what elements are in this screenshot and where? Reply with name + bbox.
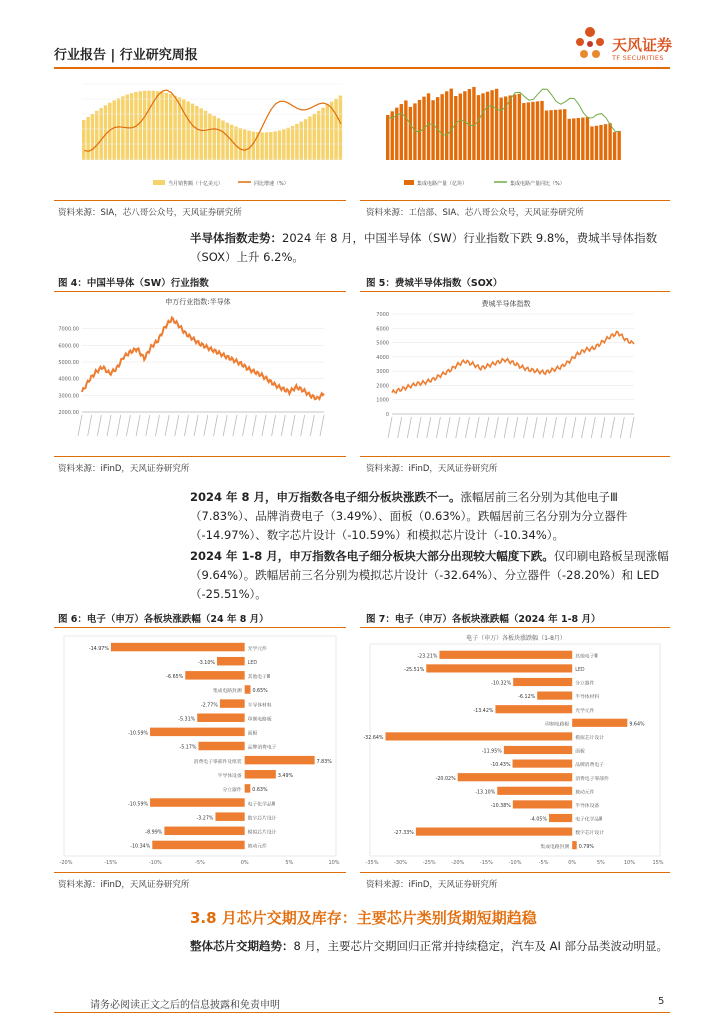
bar-10 — [245, 784, 251, 792]
sales-bar — [156, 91, 159, 160]
bar-12 — [215, 812, 244, 820]
bar-1 — [217, 657, 245, 665]
category-label: 数字芯片设计 — [247, 816, 277, 822]
section-title: 3.8 月芯片交期及库存：主要芯片类别货期短期趋稳 — [190, 909, 537, 927]
report-header-title: 行业报告 | 行业研究周报 — [54, 48, 198, 63]
ic-output-bar — [486, 92, 489, 160]
fig6-bottom-rule — [54, 872, 346, 873]
left-legend-1: 当月销售额（十亿美元） — [168, 181, 224, 187]
fig7-chart — [362, 632, 670, 868]
value-label: -6.65% — [166, 675, 184, 681]
ic-output-bar — [440, 94, 443, 160]
top-right-rule — [360, 200, 670, 201]
category-label: 面板 — [575, 749, 585, 755]
value-label: -14.97% — [88, 646, 109, 652]
x-tick-label: 15% — [652, 860, 664, 866]
sales-bar — [99, 108, 102, 160]
ic-output-bar — [459, 94, 462, 160]
category-label: 被动元件 — [247, 844, 267, 850]
sales-bar — [326, 105, 329, 160]
sales-bar — [273, 131, 276, 160]
para2-lead: 2024 年 8 月，申万指数各电子细分板块涨跌不一。 — [190, 490, 461, 504]
top-right-source: 资料来源：工信部、SIA、芯八哥公众号，天风证券研究所 — [366, 208, 584, 218]
logo-subtitle: TF SECURITIES — [612, 54, 664, 62]
sales-bar — [143, 91, 146, 160]
fig6-chart — [58, 632, 346, 868]
category-label: 集成电路封测 — [540, 844, 570, 850]
fig4-top-rule — [54, 291, 346, 292]
category-label: 分立器件 — [222, 788, 242, 794]
ytd-sector-paragraph — [190, 547, 674, 604]
x-tick-label: -20% — [451, 860, 465, 866]
fig4-chart-svg — [58, 294, 338, 452]
sales-bar — [217, 118, 220, 160]
x-tick-label: 10% — [623, 860, 635, 866]
y-tick-label: 1000 — [376, 397, 389, 404]
bar-3 — [537, 692, 572, 700]
bar-8 — [245, 756, 315, 764]
category-label: 印制电路板 — [247, 717, 272, 723]
value-label: -20.02% — [435, 776, 456, 782]
ic-output-bar — [490, 90, 493, 160]
bar-14 — [152, 841, 244, 849]
logo-name: 天风证券 — [612, 36, 673, 54]
bar-10 — [497, 787, 572, 795]
right-legend-1: 集成电路产量（亿块） — [417, 181, 468, 187]
x-tick-label: -30% — [394, 860, 408, 866]
bar-1 — [426, 664, 572, 672]
category-label: 半导体设备 — [575, 803, 600, 809]
category-label: 半导体设备 — [217, 774, 242, 780]
para1-lead: 半导体指数走势： — [190, 231, 282, 245]
category-label: 被动元件 — [575, 790, 595, 796]
ic-output-bar — [418, 100, 421, 160]
fig5-title: 图 5：费城半导体指数（SOX） — [366, 278, 503, 289]
sales-bar — [173, 96, 176, 160]
value-label: -10.32% — [491, 681, 512, 687]
category-label: 光学元件 — [575, 708, 595, 714]
value-label: -13.10% — [475, 790, 496, 796]
ic-output-bar — [409, 107, 412, 160]
ic-output-bar — [554, 110, 557, 160]
ic-output-bar — [522, 103, 525, 160]
value-label: -6.12% — [518, 695, 536, 701]
value-label: -11.95% — [481, 749, 502, 755]
sales-bar — [317, 111, 320, 160]
ic-output-bar — [549, 110, 552, 160]
ic-output-bar — [563, 109, 566, 160]
sales-bar — [304, 119, 307, 160]
sales-bar — [204, 111, 207, 160]
sales-bar — [282, 129, 285, 160]
value-label: -10.59% — [128, 802, 149, 808]
x-tick-label: -25% — [422, 860, 436, 866]
ic-output-bar — [499, 98, 502, 160]
bar-9 — [458, 773, 573, 781]
bar-0 — [439, 651, 572, 659]
fig6-chart-svg — [58, 632, 346, 868]
ic-output-bar — [445, 91, 448, 160]
ic-output-bar — [509, 95, 512, 160]
bar-4 — [220, 699, 245, 707]
para1-text: 2024 年 8 月，中国半导体（SW）行业指数下跌 9.8%，费城半导体指数（SOX）上升 6.2%。 — [190, 231, 658, 264]
sw-semiconductor-index-line — [82, 318, 324, 400]
ic-output-bar — [586, 117, 589, 160]
category-label: 电子化学品Ⅲ — [575, 817, 603, 823]
value-label: -8.99% — [145, 830, 163, 836]
sales-bar — [221, 120, 224, 160]
ic-output-bar — [400, 104, 403, 160]
category-label: 数字芯片设计 — [575, 831, 604, 837]
x-tick-label: 0% — [240, 860, 249, 866]
ic-output-bar — [581, 118, 584, 160]
sales-bar — [130, 93, 133, 160]
category-label: 半导体材料 — [247, 703, 272, 709]
x-tick-label: 10% — [328, 860, 340, 866]
sales-bar — [260, 132, 263, 160]
sales-bar — [334, 99, 337, 160]
category-label: 其他电子Ⅲ — [247, 675, 271, 681]
ic-output-bar — [545, 111, 548, 160]
ic-output-bar — [513, 95, 516, 160]
value-label: 0.65% — [252, 689, 268, 695]
value-label: -2.77% — [200, 703, 218, 709]
y-tick-label: 0 — [385, 412, 389, 418]
x-tick-label: 5% — [285, 860, 294, 866]
x-tick-label: -15% — [479, 860, 493, 866]
ic-output-bar — [463, 91, 466, 160]
ic-output-bar — [595, 126, 598, 160]
sales-bar — [160, 92, 163, 160]
category-label: 模拟芯片设计 — [247, 830, 277, 836]
fig4-source: 资料来源：iFinD，天风证券研究所 — [58, 464, 190, 474]
page-number: 5 — [658, 996, 665, 1007]
para2-text: 涨幅居前三名分别为其他电子Ⅲ（7.83%）、品牌消费电子（3.49%）、面板（0.63%）。跌幅居前三名分别为分立器件（-14.97%）、数字芯片设计（-10.59%）和模拟芯片设计（-10.34%）。 — [190, 490, 628, 542]
fig6-title: 图 6：电子（申万）各板块涨跌幅（24 年 8 月） — [58, 614, 269, 625]
top-left-chart — [58, 72, 350, 190]
sales-bar — [208, 113, 211, 160]
y-tick-label: 7000.00 — [58, 326, 79, 333]
category-label: 光学元件 — [247, 646, 267, 652]
sox-index-line — [392, 332, 634, 394]
footer-disclaimer: 请务必阅读正文之后的信息披露和免责申明 — [90, 1000, 280, 1011]
sales-bar — [169, 94, 172, 160]
value-label: -10.38% — [490, 803, 511, 809]
value-label: -10.34% — [130, 844, 151, 850]
ic-output-bar — [536, 101, 539, 160]
ic-output-bar — [613, 132, 616, 160]
value-label: -3.27% — [196, 816, 214, 822]
fig4-chart — [58, 294, 338, 452]
category-label: 分立器件 — [575, 681, 595, 687]
sales-bar — [199, 108, 202, 160]
ic-output-bar — [590, 126, 593, 160]
para4-lead: 整体芯片交期趋势： — [190, 939, 294, 953]
sales-bar — [243, 130, 246, 160]
category-label: 电子化学品Ⅲ — [247, 802, 275, 808]
ic-output-bar — [518, 94, 521, 160]
sales-bar — [321, 108, 324, 160]
sales-bar — [86, 117, 89, 160]
fig5-top-rule — [360, 291, 670, 292]
value-label: 7.83% — [316, 759, 332, 765]
chip-leadtime-paragraph — [190, 937, 674, 956]
value-label: -27.33% — [393, 831, 414, 837]
y-tick-label: 3000.00 — [58, 393, 79, 400]
left-legend-2: 同比增速（%） — [254, 181, 289, 187]
y-tick-label: 6000.00 — [58, 343, 79, 350]
sales-bar — [139, 91, 142, 160]
x-tick-label: 0% — [568, 860, 577, 866]
x-tick-label: -15% — [104, 860, 118, 866]
x-tick-label: -20% — [59, 860, 73, 866]
fig6-top-rule — [54, 627, 346, 628]
top-left-rule — [54, 200, 346, 201]
ic-output-bar — [568, 119, 571, 160]
bar-5 — [572, 719, 627, 727]
sales-bar — [291, 126, 294, 160]
sales-bar — [213, 116, 216, 160]
fig5-chart-title: 费城半导体指数 — [481, 300, 531, 308]
para4-text: 8 月，主要芯片交期回归正常并持续稳定，汽车及 AI 部分品类波动明显。 — [293, 939, 669, 953]
sales-bar — [147, 91, 150, 160]
category-label: 面板 — [247, 731, 258, 737]
sales-bar — [295, 124, 298, 160]
right-legend-2: 集成电路产量同比（%） — [510, 181, 565, 187]
bar-9 — [245, 770, 276, 778]
sales-bar — [186, 101, 189, 160]
value-label: -3.10% — [197, 660, 215, 666]
fig5-bottom-rule — [360, 456, 670, 457]
bar-14 — [572, 841, 577, 849]
fig7-title: 图 7：电子（申万）各板块涨跌幅（2024 年 1-8 月） — [366, 614, 601, 625]
ic-output-bar — [599, 125, 602, 160]
fig5-chart — [366, 294, 646, 452]
y-tick-label: 5000 — [376, 340, 389, 347]
header-divider — [54, 67, 670, 69]
bar-5 — [197, 713, 244, 721]
category-label: 半导体材料 — [575, 695, 600, 701]
sales-bar — [308, 117, 311, 160]
sales-bar — [313, 114, 316, 160]
category-label: LED — [247, 660, 258, 666]
para3-text: 仅印刷电路板呈现涨幅（9.64%）。跌幅居前三名分别为模拟芯片设计（-32.64%）、分立器件（-28.20%）和 LED（-25.51%）。 — [190, 549, 669, 601]
fig4-title: 图 4：中国半导体（SW）行业指数 — [58, 278, 209, 289]
value-label: -5.31% — [178, 717, 196, 723]
bar-3 — [245, 685, 251, 693]
category-label: 品牌消费电子 — [575, 763, 604, 769]
sales-bar — [234, 126, 237, 160]
bar-4 — [495, 705, 572, 713]
ic-output-bar — [558, 110, 561, 160]
logo — [572, 24, 608, 64]
sales-bar — [165, 93, 168, 160]
sales-bar — [112, 100, 115, 160]
para3-lead: 2024 年 1-8 月，申万指数各电子细分板块大部分出现较大幅度下跌。 — [190, 549, 554, 563]
ic-output-bar — [531, 102, 534, 160]
ic-output-bar — [477, 95, 480, 160]
value-label: 9.64% — [629, 722, 645, 728]
sales-bar — [191, 104, 194, 160]
bar-6 — [385, 732, 572, 740]
ic-output-bar — [427, 93, 430, 160]
sales-chart-svg — [58, 72, 350, 190]
sales-bar — [182, 99, 185, 160]
top-left-source: 资料来源：SIA，芯八哥公众号，天风证券研究所 — [58, 208, 242, 218]
value-label: -32.64% — [363, 735, 384, 741]
category-label: 模拟芯片设计 — [575, 735, 604, 741]
bar-2 — [185, 671, 244, 679]
ic-output-bar — [454, 96, 457, 160]
fig7-chart-svg — [362, 632, 670, 868]
category-label: LED — [575, 667, 585, 673]
fig4-chart-title: 申万行业指数:半导体 — [165, 298, 231, 306]
x-tick-label: -10% — [508, 860, 522, 866]
fig7-chart-title: 电子（申万）各板块涨跌幅（1-8月） — [466, 635, 566, 642]
sales-bar — [226, 123, 229, 160]
value-label: -23.21% — [417, 654, 438, 660]
category-label: 印制电路板 — [545, 722, 570, 728]
august-sector-paragraph — [190, 488, 674, 545]
bar-13 — [164, 827, 244, 835]
sales-bar — [300, 122, 303, 160]
bar-13 — [416, 828, 572, 836]
x-tick-label: -35% — [365, 860, 379, 866]
ic-output-bar — [617, 131, 620, 160]
category-label: 集成电路封测 — [212, 689, 242, 695]
value-label: 0.79% — [578, 844, 594, 850]
x-tick-label: -5% — [538, 860, 549, 866]
sales-bar — [247, 131, 250, 160]
category-label: 其他电子Ⅲ — [575, 654, 598, 660]
value-label: 0.63% — [252, 788, 268, 794]
logo-icon — [572, 24, 608, 64]
x-tick-label: -5% — [195, 860, 205, 866]
ic-output-bar — [495, 89, 498, 160]
ic-output-bar — [472, 87, 475, 160]
fig6-source: 资料来源：iFinD，天风证券研究所 — [58, 880, 190, 890]
sales-bar — [269, 132, 272, 160]
y-tick-label: 7000 — [376, 312, 389, 318]
fig7-top-rule — [360, 627, 670, 628]
y-tick-label: 2000.00 — [58, 410, 79, 416]
bar-6 — [150, 728, 245, 736]
value-label: -13.42% — [473, 708, 494, 714]
fig7-source: 资料来源：iFinD，天风证券研究所 — [366, 880, 498, 890]
fig7-bottom-rule — [360, 872, 670, 873]
y-tick-label: 5000.00 — [58, 360, 79, 366]
value-label: -25.51% — [404, 667, 425, 673]
ic-output-bar — [386, 115, 389, 160]
sales-bar — [278, 130, 281, 160]
bar-12 — [549, 814, 572, 822]
value-label: 3.49% — [277, 774, 294, 780]
sales-bar — [252, 132, 255, 160]
sales-bar — [91, 114, 94, 160]
bar-11 — [150, 798, 245, 806]
y-tick-label: 3000 — [376, 369, 389, 376]
value-label: -5.17% — [179, 745, 197, 751]
sales-bar — [339, 96, 342, 160]
ic-output-bar — [391, 111, 394, 160]
y-tick-label: 6000 — [376, 326, 389, 333]
ic-output-bar — [481, 93, 484, 160]
category-label: 品牌消费电子 — [247, 745, 277, 751]
y-tick-label: 2000 — [376, 383, 389, 390]
ic-output-bar — [527, 102, 530, 160]
fig5-source: 资料来源：iFinD，天风证券研究所 — [366, 464, 498, 474]
ic-output-bar — [450, 89, 453, 160]
bar-7 — [198, 742, 244, 750]
ic-output-bar — [577, 118, 580, 160]
semiconductor-index-paragraph — [190, 229, 674, 267]
value-label: -10.43% — [490, 763, 511, 769]
bar-0 — [111, 643, 245, 651]
sales-bar — [121, 96, 124, 160]
bar-8 — [513, 760, 573, 768]
sales-bar — [95, 111, 98, 160]
top-right-chart — [364, 72, 634, 190]
ic-output-bar — [404, 100, 407, 160]
fig4-bottom-rule — [54, 456, 346, 457]
fig5-chart-svg — [366, 294, 646, 452]
value-label: -10.59% — [128, 731, 149, 737]
bar-7 — [504, 746, 572, 754]
category-label: 消费电子零部件及组装 — [193, 759, 242, 765]
ic-output-bar — [431, 100, 434, 160]
ic-output-bar — [608, 123, 611, 160]
bar-2 — [513, 678, 572, 686]
x-tick-label: 5% — [596, 860, 605, 866]
footer-divider — [54, 1012, 670, 1013]
y-tick-label: 4000 — [376, 354, 389, 361]
y-tick-label: 4000.00 — [58, 376, 79, 383]
bar-11 — [513, 800, 572, 808]
category-label: 消费电子零部件 — [575, 776, 609, 782]
ic-output-bar — [572, 118, 575, 160]
ic-output-bar — [540, 101, 543, 160]
sales-bar — [82, 120, 85, 160]
ic-output-bar — [604, 124, 607, 160]
x-tick-label: -10% — [148, 860, 162, 866]
ic-output-chart-svg — [364, 72, 634, 190]
sales-bar — [265, 132, 268, 160]
value-label: -4.05% — [530, 817, 548, 823]
